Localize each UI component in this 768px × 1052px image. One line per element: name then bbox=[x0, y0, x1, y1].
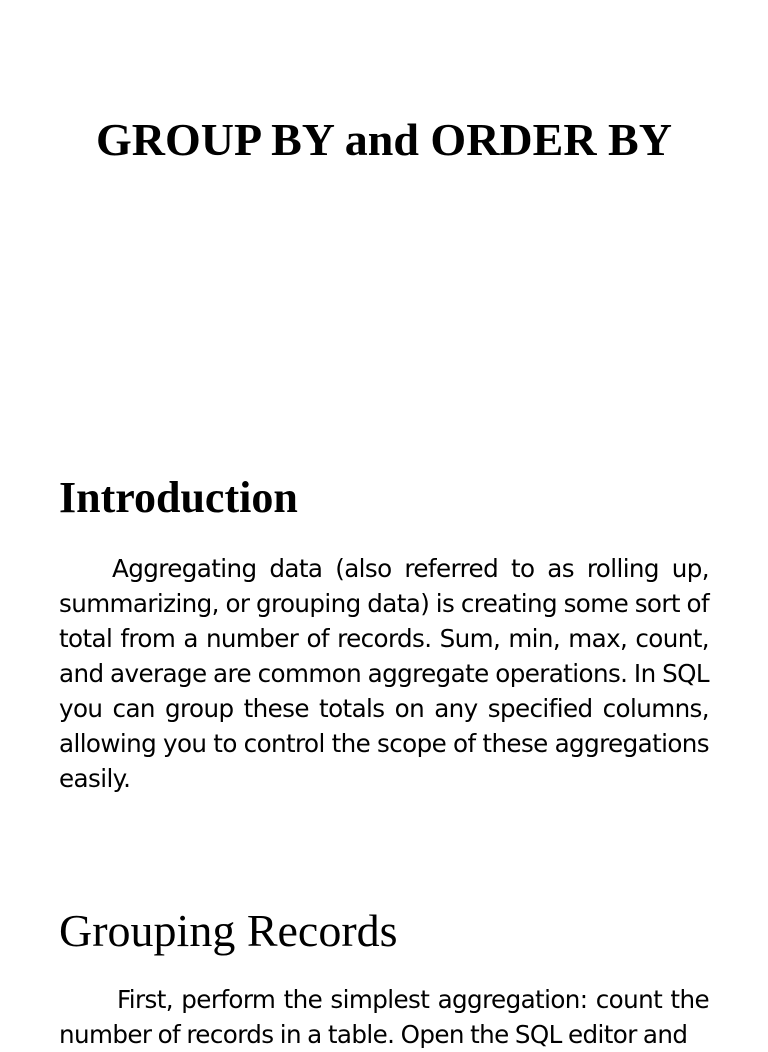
section-heading-introduction: Introduction bbox=[59, 473, 298, 522]
grouping-records-paragraph: First, perform the simplest aggregation: count the number of records in a table. Open the SQL editor and bbox=[59, 985, 709, 1049]
section-heading-grouping-records: Grouping Records bbox=[59, 905, 398, 956]
page-title: GROUP BY and ORDER BY bbox=[96, 114, 672, 165]
introduction-paragraph: Aggregating data (also referred to as rolling up, summarizing, or grouping data) is creating some sort of total from a number of records. Sum, min, max, count, and average are common aggregate operations. In SQL you can group these totals on any specified columns, allowing you to control the scope of these aggregations easily. bbox=[59, 554, 709, 793]
